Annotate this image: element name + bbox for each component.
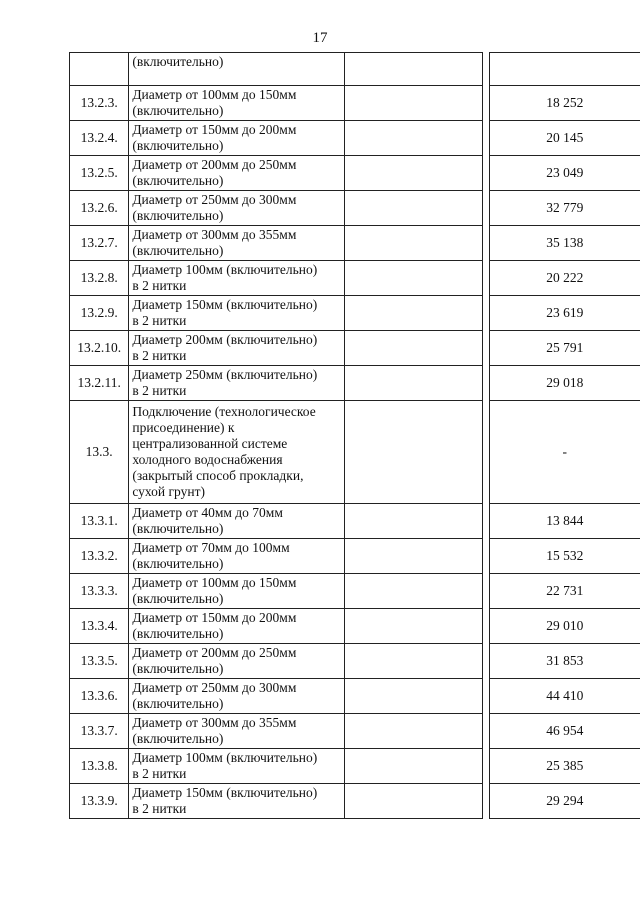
row-empty-cell	[345, 121, 483, 156]
row-name-text: Диаметр от 300мм до 355мм (включительно)	[132, 715, 297, 746]
row-empty-cell	[345, 504, 483, 539]
row-name-cell	[129, 156, 345, 191]
row-price-cell: 32 779	[489, 191, 640, 226]
row-name-cell	[129, 644, 345, 679]
row-number-cell: 13.3.	[70, 401, 129, 504]
row-empty-cell	[345, 331, 483, 366]
row-name-cell	[129, 121, 345, 156]
table-row	[70, 644, 640, 679]
table-row	[70, 366, 640, 401]
row-number-cell: 13.2.7.	[70, 226, 129, 261]
row-empty-cell	[345, 156, 483, 191]
table-row	[70, 401, 640, 504]
table-row	[70, 121, 640, 156]
row-price-cell	[489, 53, 640, 86]
price-table	[69, 52, 640, 819]
row-name-cell	[129, 574, 345, 609]
table-row	[70, 539, 640, 574]
table-row	[70, 504, 640, 539]
row-price-cell: 18 252	[489, 86, 640, 121]
row-empty-cell	[345, 226, 483, 261]
row-number-cell: 13.2.11.	[70, 366, 129, 401]
row-empty-cell	[345, 679, 483, 714]
row-name-cell	[129, 226, 345, 261]
row-empty-cell	[345, 366, 483, 401]
page-number: 17	[312, 30, 328, 46]
row-price-cell: 29 010	[489, 609, 640, 644]
row-name-text: Диаметр от 200мм до 250мм (включительно)	[132, 157, 297, 188]
table-row	[70, 749, 640, 784]
row-price-cell: 13 844	[489, 504, 640, 539]
table-row	[70, 86, 640, 121]
row-number-cell: 13.3.8.	[70, 749, 129, 784]
row-name-cell	[129, 609, 345, 644]
row-price-cell: 25 791	[489, 331, 640, 366]
row-number-cell: 13.2.10.	[70, 331, 129, 366]
row-empty-cell	[345, 401, 483, 504]
row-price-cell: 46 954	[489, 714, 640, 749]
row-name-text: Диаметр 150мм (включительно) в 2 нитки	[132, 297, 318, 328]
row-number-cell: 13.2.4.	[70, 121, 129, 156]
table-row	[70, 784, 640, 819]
row-number-cell: 13.3.1.	[70, 504, 129, 539]
row-name-cell	[129, 331, 345, 366]
row-empty-cell	[345, 749, 483, 784]
row-price-cell: 23 049	[489, 156, 640, 191]
row-number-cell: 13.3.9.	[70, 784, 129, 819]
row-empty-cell	[345, 261, 483, 296]
row-name-text: Диаметр 100мм (включительно) в 2 нитки	[132, 750, 318, 781]
row-name-cell	[129, 749, 345, 784]
row-number-cell: 13.3.2.	[70, 539, 129, 574]
row-price-cell: -	[489, 401, 640, 504]
row-name-text: Диаметр 150мм (включительно) в 2 нитки	[132, 785, 318, 816]
row-name-cell: (включительно)	[129, 53, 345, 86]
table-row	[70, 679, 640, 714]
table-row	[70, 609, 640, 644]
row-name-cell	[129, 504, 345, 539]
row-name-cell	[129, 86, 345, 121]
row-name-cell	[129, 784, 345, 819]
row-price-cell: 44 410	[489, 679, 640, 714]
row-empty-cell	[345, 539, 483, 574]
row-number-cell: 13.2.9.	[70, 296, 129, 331]
row-number-cell: 13.3.4.	[70, 609, 129, 644]
row-price-cell: 22 731	[489, 574, 640, 609]
row-empty-cell	[345, 609, 483, 644]
row-number-cell: 13.2.5.	[70, 156, 129, 191]
row-price-cell: 29 018	[489, 366, 640, 401]
row-name-cell	[129, 296, 345, 331]
table-row	[70, 191, 640, 226]
row-price-cell: 25 385	[489, 749, 640, 784]
row-price-cell: 23 619	[489, 296, 640, 331]
row-name-cell	[129, 366, 345, 401]
row-empty-cell	[345, 191, 483, 226]
row-name-text: Диаметр 200мм (включительно) в 2 нитки	[132, 332, 318, 363]
row-price-cell: 20 145	[489, 121, 640, 156]
table-row	[70, 331, 640, 366]
row-price-cell: 29 294	[489, 784, 640, 819]
row-name-text: Диаметр от 250мм до 300мм (включительно)	[132, 680, 297, 711]
row-price-cell: 20 222	[489, 261, 640, 296]
row-name-text: Диаметр от 40мм до 70мм (включительно)	[132, 505, 283, 536]
row-name-text: Диаметр от 200мм до 250мм (включительно)	[132, 645, 297, 676]
row-name-cell	[129, 191, 345, 226]
row-empty-cell	[345, 296, 483, 331]
row-price-cell: 15 532	[489, 539, 640, 574]
row-name-cell	[129, 714, 345, 749]
row-number-cell: 13.2.6.	[70, 191, 129, 226]
row-name-text: Диаметр от 100мм до 150мм (включительно)	[132, 575, 297, 606]
row-name-text: Диаметр от 150мм до 200мм (включительно)	[132, 122, 297, 153]
row-empty-cell	[345, 784, 483, 819]
row-name-cell	[129, 539, 345, 574]
table-row	[70, 714, 640, 749]
row-name-text: Диаметр от 100мм до 150мм (включительно)	[132, 87, 297, 118]
row-number-cell: 13.3.3.	[70, 574, 129, 609]
row-name-text: Диаметр 250мм (включительно) в 2 нитки	[132, 367, 318, 398]
row-name-cell	[129, 261, 345, 296]
row-number-cell: 13.3.7.	[70, 714, 129, 749]
row-name-text: Диаметр 100мм (включительно) в 2 нитки	[132, 262, 318, 293]
row-number-cell: 13.3.5.	[70, 644, 129, 679]
row-name-text: Диаметр от 250мм до 300мм (включительно)	[132, 192, 297, 223]
row-name-text: Диаметр от 300мм до 355мм (включительно)	[132, 227, 297, 258]
table-row	[70, 296, 640, 331]
table-row	[70, 261, 640, 296]
row-empty-cell	[345, 574, 483, 609]
row-price-cell: 31 853	[489, 644, 640, 679]
table-row	[70, 574, 640, 609]
row-name-cell	[129, 401, 345, 504]
row-empty-cell	[345, 644, 483, 679]
row-number-cell: 13.2.8.	[70, 261, 129, 296]
row-empty-cell	[345, 714, 483, 749]
table-row	[70, 226, 640, 261]
table-row	[70, 156, 640, 191]
row-name-text: Диаметр от 70мм до 100мм (включительно)	[132, 540, 290, 571]
row-price-cell: 35 138	[489, 226, 640, 261]
row-empty-cell	[345, 86, 483, 121]
row-name-cell	[129, 679, 345, 714]
row-name-text: Подключение (технологическое присоединение) к централизованной системе холодного водоснабжения (закрытый способ прокладки, сухой грунт)	[132, 404, 316, 499]
row-number-cell: 13.3.6.	[70, 679, 129, 714]
row-number-cell	[70, 53, 129, 86]
row-name-text: Диаметр от 150мм до 200мм (включительно)	[132, 610, 297, 641]
row-empty-cell	[345, 53, 483, 86]
table-row-continuation	[70, 53, 640, 86]
row-number-cell: 13.2.3.	[70, 86, 129, 121]
